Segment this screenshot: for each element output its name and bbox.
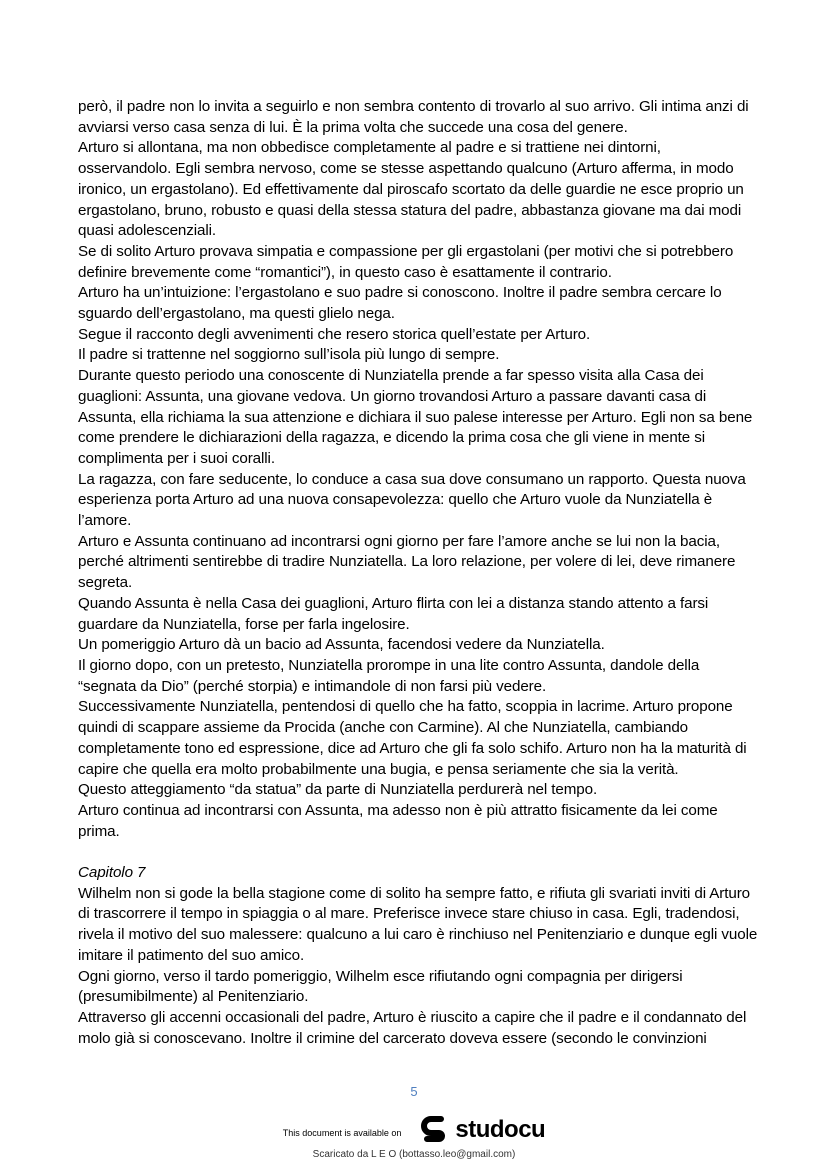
paragraph: Ogni giorno, verso il tardo pomeriggio, Wilhelm esce rifiutando ogni compagnia per dirigersi (presumibilmente) al Penitenziario.	[78, 967, 683, 1006]
studocu-logo[interactable]	[417, 1112, 545, 1148]
brand-name: studocu	[455, 1116, 546, 1143]
paragraph: Quando Assunta è nella Casa dei guaglioni, Arturo flirta con lei a distanza stando attento a farsi guardare da Nunziatella, forse per farla ingelosire.	[78, 594, 709, 633]
paragraph: Durante questo periodo una conoscente di Nunziatella prende a far spesso visita alla Casa dei guaglioni: Assunta, una giovane vedova. Un giorno trovandosi Arturo a passare davanti casa di Assunta, ella richiama la sua attenzione e dichiara il suo palese interesse per Arturo. Egli non sa bene come prendere le dichiarazioni della ragazza, e dicendo la prima cosa che gli viene in mente si complimenta per i suoi coralli.	[78, 367, 753, 467]
studocu-logo-icon	[417, 1112, 453, 1148]
availability-text: This document is available on	[282, 1128, 402, 1138]
paragraph: Wilhelm non si gode la bella stagione come di solito ha sempre fatto, e rifiuta gli svariati inviti di Arturo di trascorrere il tempo in spiaggia o al mare. Preferisce invece stare chiuso in casa. Egli, tradendosi, rivela il motivo del suo malessere: qualcuno a lui caro è rinchiuso nel Penitenziario e dunque egli vuole imitare il patimento del suo amico.	[78, 884, 758, 964]
paragraph: Segue il racconto degli avvenimenti che resero storica quell’estate per Arturo.	[78, 325, 591, 343]
studocu-banner[interactable]	[0, 1110, 828, 1150]
paragraph: però, il padre non lo invita a seguirlo e non sembra contento di trovarlo al suo arrivo. Gli intima anzi di avviarsi verso casa senza di lui. È la prima volta che succede una cosa del genere.	[78, 98, 749, 136]
paragraph: Il padre si trattenne nel soggiorno sull’isola più lungo di sempre.	[78, 346, 500, 364]
paragraph: Se di solito Arturo provava simpatia e compassione per gli ergastolani (per motivi che si potrebbero definire brevemente come “romantici”), in questo caso è esattamente il contrario.	[78, 242, 734, 281]
document-body	[78, 97, 758, 1049]
chapter-heading: Capitolo 7	[78, 864, 146, 881]
paragraph: Attraverso gli accenni occasionali del padre, Arturo è riuscito a capire che il padre e il condannato del molo già si conoscevano. Inoltre il crimine del carcerato doveva essere (secondo le convinzioni	[78, 1008, 747, 1047]
download-credit: Scaricato da L E O (bottasso.leo@gmail.com)	[312, 1149, 516, 1160]
paragraph: Un pomeriggio Arturo dà un bacio ad Assunta, facendosi vedere da Nunziatella.	[78, 636, 605, 654]
page-number: 5	[410, 1084, 418, 1099]
paragraph: La ragazza, con fare seducente, lo conduce a casa sua dove consumano un rapporto. Questa nuova esperienza porta Arturo ad una nuova consapevolezza: quello che Arturo vuole da Nunziatella è l’amore.	[78, 470, 746, 530]
paragraph: Arturo si allontana, ma non obbedisce completamente al padre e si trattiene nei dintorni, osservandolo. Egli sembra nervoso, come se stesse aspettando qualcuno (Arturo afferma, in modo ironico, un ergastolano). Ed effettivamente dal piroscafo scortato da delle guardie ne esce proprio un ergastolano, bruno, robusto e quasi della stessa statura del padre, abbastanza giovane ma dai modi quasi adolescenziali.	[78, 139, 744, 240]
paragraph: Questo atteggiamento “da statua” da parte di Nunziatella perdurerà nel tempo.	[78, 781, 598, 799]
blank-line	[78, 842, 758, 863]
paragraph: Il giorno dopo, con un pretesto, Nunziatella prorompe in una lite contro Assunta, dandole della “segnata da Dio” (perché storpia) e intimandole di non farsi più vedere.	[78, 656, 700, 695]
paragraph: Successivamente Nunziatella, pentendosi di quello che ha fatto, scoppia in lacrime. Arturo propone quindi di scappare assieme da Procida (anche con Carmine). Al che Nunziatella, cambiando completamente tono ed espressione, dice ad Arturo che gli fa solo schifo. Arturo non ha la maturità di capire che quella era molto probabilmente una bugia, e pensa seriamente che sia la verità.	[78, 698, 747, 778]
paragraph: Arturo e Assunta continuano ad incontrarsi ogni giorno per fare l’amore anche se lui non la bacia, perché altrimenti sentirebbe di tradire Nunziatella. La loro relazione, per volere di lei, deve rimanere segreta.	[78, 532, 736, 592]
paragraph: Arturo continua ad incontrarsi con Assunta, ma adesso non è più attratto fisicamente da lei come prima.	[78, 801, 718, 840]
paragraph: Arturo ha un’intuizione: l’ergastolano e suo padre si conoscono. Inoltre il padre sembra cercare lo sguardo dell’ergastolano, ma questi glielo nega.	[78, 284, 722, 323]
